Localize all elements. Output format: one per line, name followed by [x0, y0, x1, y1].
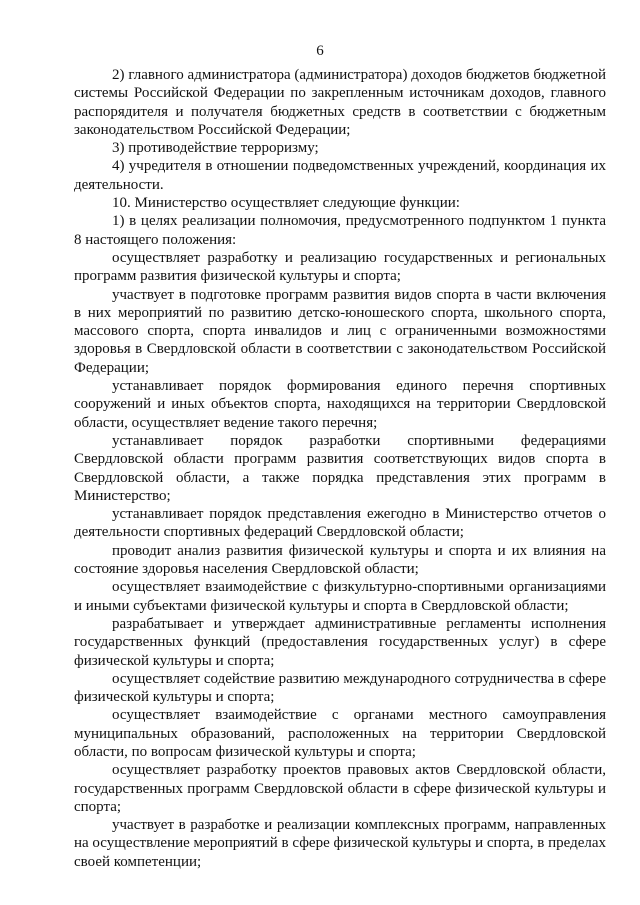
paragraph-function: устанавливает порядок формирования единого перечня спортивных сооружений и иных объектов спорта, находящихся на территории Свердловской области, осуществляет ведение такого перечня; — [74, 378, 606, 431]
page-number: 6 — [316, 43, 324, 59]
paragraph-function: проводит анализ развития физической культуры и спорта и их влияния на состояние здоровья населения Свердловской области; — [74, 542, 606, 578]
paragraph-function: устанавливает порядок представления ежегодно в Министерство отчетов о деятельности спортивных федераций Свердловской области; — [74, 506, 606, 541]
paragraph-function: участвует в разработке и реализации комплексных программ, направленных на осуществление мероприятий в сфере физической культуры и спорта, в пределах своей компетенции; — [74, 817, 606, 870]
paragraph-function: осуществляет содействие развитию международного сотрудничества в сфере физической культуры и спорта; — [74, 670, 606, 706]
paragraph-function: осуществляет взаимодействие с органами местного самоуправления муниципальных образований, расположенных на территории Свердловской области, по вопросам физической культуры и спорта; — [74, 707, 606, 760]
paragraph-function: устанавливает порядок разработки спортивными федерациями Свердловской области программ развития соответствующих видов спорта в Свердловской области, а также порядка представления этих программ в Министерство; — [74, 432, 606, 504]
paragraph-item-4: 4) учредителя в отношении подведомственных учреждений, координация их деятельности. — [74, 158, 606, 193]
paragraph-function: разрабатывает и утверждает административные регламенты исполнения государственных функций (предоставления государственных услуг) в сфере физической культуры и спорта; — [74, 615, 606, 669]
paragraph-function: осуществляет разработку проектов правовых актов Свердловской области, государственных программ Свердловской области в сфере физической культуры и спорта; — [74, 762, 606, 815]
paragraph-function: осуществляет взаимодействие с физкультурно-спортивными организациями и иными субъектами физической культуры и спорта в Свердловской области; — [74, 579, 606, 614]
paragraph-section-10: 10. Министерство осуществляет следующие функции: — [112, 195, 460, 212]
paragraph-function: участвует в подготовке программ развития видов спорта в части включения в них мероприятий по развитию детско-юношеского спорта, школьного спорта, массового спорта, спорта инвалидов и лиц с ограниченными возможностями здоровья в Свердловской области в соответствии с законодательством Российской Федерации; — [74, 286, 606, 376]
paragraph-item-2: 2) главного администратора (администратора) доходов бюджетов бюджетной системы Российской Федерации по закрепленным источникам доходов, главного распорядителя и получателя бюджетных средств в соответствии с бюджетным законодательством Российской Федерации; — [74, 67, 606, 138]
paragraph-function: осуществляет разработку и реализацию государственных и региональных программ развития физической культуры и спорта; — [74, 249, 606, 285]
paragraph-subitem-1: 1) в целях реализации полномочия, предусмотренного подпунктом 1 пункта 8 настоящего положения: — [74, 213, 606, 248]
document-body — [74, 66, 606, 871]
paragraph-item-3: 3) противодействие терроризму; — [112, 140, 319, 157]
